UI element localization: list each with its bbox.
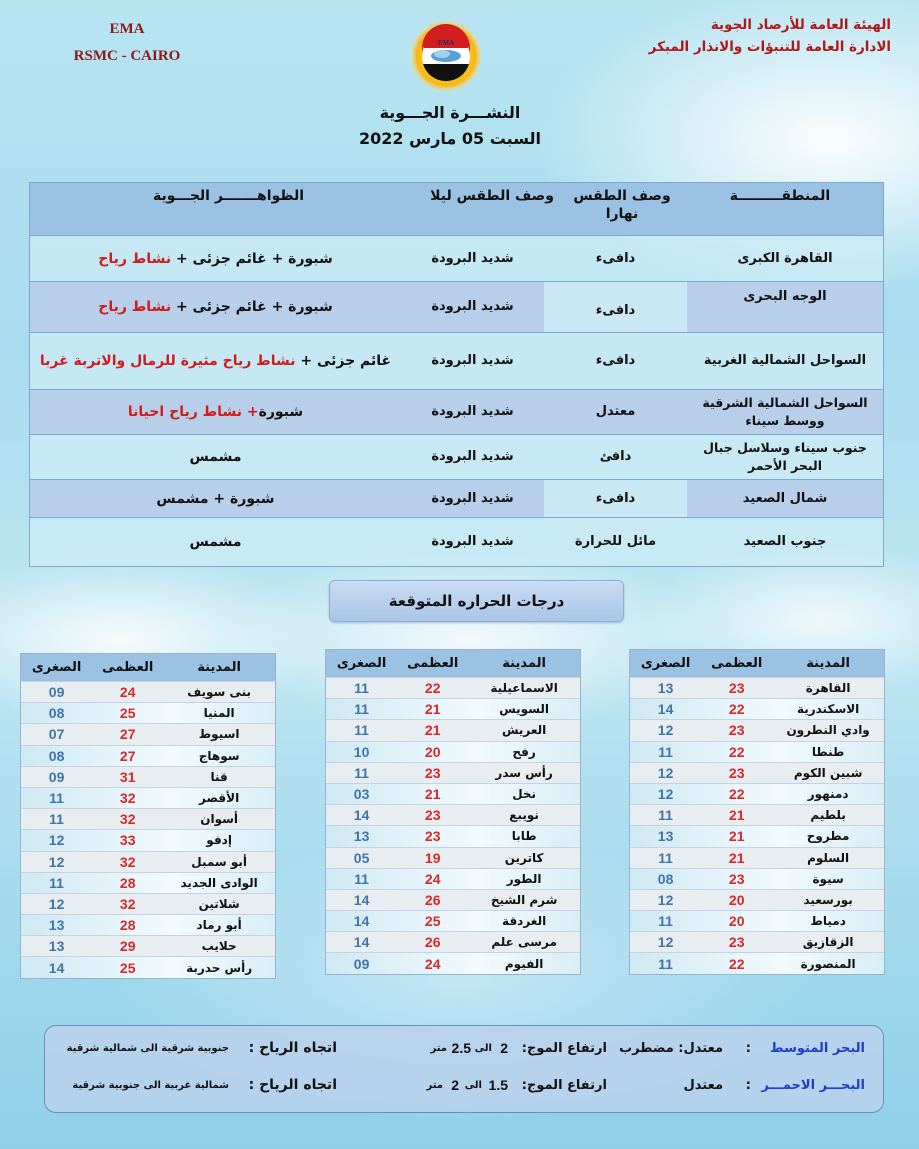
temperature-row xyxy=(326,719,580,740)
phenomena xyxy=(30,282,401,332)
header-region: المنطقـــــــــة xyxy=(729,188,831,204)
min-temp: 11 xyxy=(354,722,369,739)
max-temp: 29 xyxy=(119,938,136,955)
city-name: الاسكندرية xyxy=(796,702,860,717)
min-temp: 11 xyxy=(658,849,673,866)
min-temp: 11 xyxy=(354,701,369,718)
temperature-row xyxy=(326,741,580,762)
temperature-table-body xyxy=(21,681,275,978)
min-temp: 11 xyxy=(49,790,64,807)
wave-height-label: ارتفاع الموج: xyxy=(521,1077,607,1093)
min-temp: 11 xyxy=(658,743,673,760)
weather-row xyxy=(30,333,883,390)
city-name: الزقازيق xyxy=(802,935,854,950)
city-name: إدفو xyxy=(206,833,232,848)
temperature-row xyxy=(326,847,580,868)
temperature-table-body xyxy=(326,677,580,974)
temperature-row xyxy=(630,868,884,889)
temperature-row xyxy=(21,702,275,723)
wave-unit: متر xyxy=(426,1079,443,1091)
temperature-table-header xyxy=(21,654,275,681)
city-name: كاترين xyxy=(504,850,544,865)
wave-to-word: الى xyxy=(464,1079,482,1091)
city-name: نخل xyxy=(512,787,537,802)
temperature-table-body xyxy=(630,677,884,974)
min-temp: 12 xyxy=(657,891,674,908)
header-max: العظمى xyxy=(407,656,459,671)
max-temp: 23 xyxy=(728,764,745,781)
max-temp: 21 xyxy=(728,849,745,866)
max-temp: 23 xyxy=(424,828,441,845)
min-temp: 11 xyxy=(49,811,64,828)
city-name: أبو رماد xyxy=(196,918,242,933)
phenomena xyxy=(30,518,401,566)
temperature-row xyxy=(326,677,580,698)
max-temp: 22 xyxy=(728,786,745,803)
phenomena xyxy=(30,236,401,281)
wave-to-word: الى xyxy=(474,1042,492,1054)
bulletin-heading xyxy=(300,100,600,152)
max-temp: 26 xyxy=(424,891,441,908)
ema-logo xyxy=(408,18,484,94)
banner-label: درجات الحراره المتوقعة xyxy=(388,592,565,610)
temperature-row xyxy=(21,893,275,914)
min-temp: 10 xyxy=(353,743,370,760)
temperature-row xyxy=(326,825,580,846)
min-temp: 13 xyxy=(353,828,370,845)
wave-from: 1.5 xyxy=(488,1077,508,1093)
city-name: الفيوم xyxy=(504,956,544,971)
region-name: السواحل الشمالية الغربية xyxy=(703,353,867,368)
night-description: شديد البرودة xyxy=(431,404,514,419)
min-temp: 12 xyxy=(657,764,674,781)
sea-name: البحـــر الاحمـــر xyxy=(761,1077,865,1093)
city-name: بلطيم xyxy=(810,808,846,823)
city-name: سيوة xyxy=(812,871,844,886)
weather-row xyxy=(30,390,883,435)
red-sea-row xyxy=(45,1074,883,1096)
sea-state-box xyxy=(44,1025,884,1113)
max-temp: 23 xyxy=(424,764,441,781)
temperature-row xyxy=(21,851,275,872)
city-name: مرسى علم xyxy=(491,935,557,950)
max-temp: 19 xyxy=(424,849,441,866)
day-description: دافىء xyxy=(595,250,636,266)
header-night: وصف الطقس ليلا xyxy=(430,188,554,204)
header-city: المدينة xyxy=(502,656,546,671)
wind-direction: شمالية غربية الى جنوبية شرقية xyxy=(72,1079,229,1091)
min-temp: 11 xyxy=(354,764,369,781)
temperature-row xyxy=(21,787,275,808)
max-temp: 23 xyxy=(728,722,745,739)
max-temp: 22 xyxy=(424,680,441,697)
city-name: نويبع xyxy=(509,808,539,823)
temperature-row xyxy=(326,889,580,910)
day-description: دافئ xyxy=(599,449,632,464)
max-temp: 21 xyxy=(728,828,745,845)
city-name: رفح xyxy=(512,744,536,759)
city-name: حلايب xyxy=(201,939,237,954)
city-name: شبين الكوم xyxy=(793,765,863,780)
temperature-row xyxy=(630,952,884,973)
min-temp: 13 xyxy=(657,680,674,697)
city-name: شرم الشيخ xyxy=(490,892,558,907)
temperature-row xyxy=(630,698,884,719)
temperature-table-header xyxy=(630,650,884,677)
temperature-row xyxy=(326,804,580,825)
phenomena-text: شبورة + مشمس xyxy=(156,490,275,507)
temperature-row xyxy=(630,719,884,740)
max-temp: 32 xyxy=(119,811,136,828)
max-temp: 20 xyxy=(728,891,745,908)
header-city: المدينة xyxy=(197,660,241,675)
max-temp: 23 xyxy=(424,807,441,824)
max-temp: 26 xyxy=(424,934,441,951)
wind-direction-label: اتجاه الرياح : xyxy=(248,1040,337,1056)
min-temp: 14 xyxy=(657,701,674,718)
min-temp: 14 xyxy=(353,934,370,951)
temperature-row xyxy=(630,931,884,952)
city-name: الاسماعيلية xyxy=(490,681,558,696)
temperature-row xyxy=(630,677,884,698)
city-name: بورسعيد xyxy=(803,892,853,907)
weather-row xyxy=(30,518,883,566)
org-en-line1: EMA xyxy=(109,21,145,37)
city-name: السويس xyxy=(499,702,550,717)
temperature-row xyxy=(326,868,580,889)
min-temp: 12 xyxy=(657,786,674,803)
wave-from: 2 xyxy=(500,1040,508,1056)
temperature-row xyxy=(630,762,884,783)
max-temp: 32 xyxy=(119,853,136,870)
ema-logo-icon xyxy=(408,18,484,94)
max-temp: 20 xyxy=(728,913,745,930)
max-temp: 32 xyxy=(119,790,136,807)
header-phenomena: الظواهـــــــر الجـــوية xyxy=(152,188,305,204)
min-temp: 12 xyxy=(48,853,65,870)
min-temp: 11 xyxy=(658,807,673,824)
temperature-row xyxy=(21,829,275,850)
city-name: الغردقة xyxy=(502,914,547,929)
phenomena xyxy=(30,390,401,434)
max-temp: 21 xyxy=(424,701,441,718)
city-name: السلوم xyxy=(807,850,850,865)
temperature-row xyxy=(326,952,580,973)
phenomena-text: شبورة xyxy=(258,404,304,420)
weather-row xyxy=(30,236,883,282)
min-temp: 08 xyxy=(657,870,674,887)
min-temp: 07 xyxy=(48,726,65,743)
wind-direction: جنوبية شرقية الى شمالية شرقية xyxy=(66,1042,229,1054)
city-name: المنيا xyxy=(203,706,235,721)
temperature-section-banner xyxy=(329,580,624,622)
city-name: دمنهور xyxy=(807,787,849,802)
temperature-table-north xyxy=(629,649,885,975)
temperature-row xyxy=(326,698,580,719)
header-max: العظمى xyxy=(711,656,763,671)
max-temp: 23 xyxy=(728,680,745,697)
temperature-table-sinai-redsea xyxy=(325,649,581,975)
max-temp: 21 xyxy=(424,722,441,739)
night-description: شديد البرودة xyxy=(431,534,514,549)
mediterranean-sea-row xyxy=(45,1037,883,1059)
max-temp: 27 xyxy=(119,726,136,743)
min-temp: 08 xyxy=(48,747,65,764)
header-max: العظمى xyxy=(102,660,154,675)
region-name: السواحل الشمالية الشرقية ووسط سيناء xyxy=(702,395,868,428)
day-description: دافىء xyxy=(544,282,687,332)
org-arabic-name xyxy=(649,14,891,58)
phenomena xyxy=(30,333,401,389)
region-name: الوجه البحرى xyxy=(743,289,827,304)
header-min: الصغرى xyxy=(336,656,387,671)
temperature-row xyxy=(21,766,275,787)
night-description: شديد البرودة xyxy=(431,449,514,464)
city-name: بنى سويف xyxy=(187,685,252,700)
temperature-row xyxy=(630,910,884,931)
max-temp: 25 xyxy=(119,959,136,976)
temperature-row xyxy=(630,783,884,804)
phenomena xyxy=(30,435,401,479)
day-description: مائل للحرارة xyxy=(574,534,657,549)
temperature-row xyxy=(326,931,580,952)
max-temp: 28 xyxy=(119,917,136,934)
max-temp: 24 xyxy=(424,870,441,887)
header-min: الصغرى xyxy=(31,660,82,675)
max-temp: 32 xyxy=(119,895,136,912)
min-temp: 12 xyxy=(657,934,674,951)
day-description: دافىء xyxy=(544,480,687,517)
day-description: معتدل xyxy=(595,404,636,419)
city-name: القاهرة xyxy=(805,681,851,696)
phenomena-text: شبورة + غائم جزئى + xyxy=(175,250,333,267)
city-name: وادي النطرون xyxy=(786,723,870,738)
max-temp: 24 xyxy=(119,684,136,701)
separator: : xyxy=(745,1040,751,1056)
weather-table-header xyxy=(30,183,883,236)
city-name: قنا xyxy=(210,769,228,784)
weather-row xyxy=(30,480,883,518)
temperature-row xyxy=(21,745,275,766)
city-name: اسيوط xyxy=(198,727,240,742)
separator: : xyxy=(745,1077,751,1093)
weather-row xyxy=(30,435,883,480)
phenomena-highlight: نشاط رياح xyxy=(98,250,172,267)
org-ar-line1: الهيئة العامة للأرصاد الجوية xyxy=(710,17,891,33)
city-name: المنصورة xyxy=(800,956,856,971)
max-temp: 21 xyxy=(728,807,745,824)
max-temp: 23 xyxy=(728,934,745,951)
day-description: دافىء xyxy=(595,353,636,368)
region-name: القاهرة الكبرى xyxy=(737,250,833,266)
org-english-name xyxy=(52,16,202,70)
max-temp: 25 xyxy=(424,913,441,930)
city-name: مطروح xyxy=(806,829,850,844)
city-name: أسوان xyxy=(200,812,239,827)
min-temp: 12 xyxy=(48,895,65,912)
city-name: طنطا xyxy=(811,744,845,759)
temperature-row xyxy=(630,889,884,910)
wave-height-label: ارتفاع الموج: xyxy=(521,1040,607,1056)
min-temp: 08 xyxy=(48,705,65,722)
region-name: شمال الصعيد xyxy=(742,490,828,506)
header-city: المدينة xyxy=(806,656,850,671)
max-temp: 23 xyxy=(728,870,745,887)
phenomena-text: شبورة + غائم جزئى + xyxy=(175,299,333,315)
org-en-line2: RSMC - CAIRO xyxy=(73,48,181,64)
night-description: شديد البرودة xyxy=(431,299,514,314)
phenomena-text: غائم جزئى + xyxy=(300,353,392,369)
max-temp: 33 xyxy=(119,832,136,849)
city-name: الأقصر xyxy=(199,791,240,806)
sea-state: معتدل: مضطرب xyxy=(619,1040,723,1056)
city-name: سوهاج xyxy=(198,748,240,763)
night-description: شديد البرودة xyxy=(431,490,514,506)
temperature-table-upper-egypt xyxy=(20,653,276,979)
temperature-row xyxy=(21,681,275,702)
temperature-row xyxy=(21,872,275,893)
weather-forecast-table xyxy=(29,182,884,567)
temperature-row xyxy=(630,825,884,846)
min-temp: 14 xyxy=(353,913,370,930)
max-temp: 22 xyxy=(728,743,745,760)
wave-to: 2.5 xyxy=(451,1040,471,1056)
logo-text: EMA xyxy=(437,39,455,47)
weather-row xyxy=(30,282,883,333)
min-temp: 11 xyxy=(658,913,673,930)
min-temp: 11 xyxy=(49,874,64,891)
phenomena-highlight: نشاط رياح مثيرة للرمال والاتربة غربا xyxy=(39,353,296,369)
max-temp: 20 xyxy=(424,743,441,760)
max-temp: 25 xyxy=(119,705,136,722)
max-temp: 27 xyxy=(119,747,136,764)
wave-to: 2 xyxy=(451,1077,459,1093)
org-ar-line2: الادارة العامة للتنبؤات والانذار المبكر xyxy=(648,39,891,55)
max-temp: 31 xyxy=(119,768,136,785)
city-name: رأس حدربة xyxy=(186,960,253,975)
min-temp: 03 xyxy=(353,786,370,803)
max-temp: 24 xyxy=(424,955,441,972)
region-name: جنوب الصعيد xyxy=(743,534,827,549)
sea-name: البحر المتوسط xyxy=(770,1040,865,1056)
temperature-row xyxy=(630,741,884,762)
phenomena-highlight: + نشاط رياح احيانا xyxy=(127,404,259,420)
min-temp: 14 xyxy=(353,807,370,824)
bulletin-date: السبت 05 مارس 2022 xyxy=(359,129,541,148)
night-description: شديد البرودة xyxy=(431,250,514,266)
temperature-row xyxy=(21,914,275,935)
city-name: دمياط xyxy=(810,914,846,929)
min-temp: 11 xyxy=(354,870,369,887)
min-temp: 13 xyxy=(657,828,674,845)
min-temp: 12 xyxy=(657,722,674,739)
temperature-row xyxy=(21,808,275,829)
max-temp: 22 xyxy=(728,701,745,718)
min-temp: 05 xyxy=(353,849,370,866)
min-temp: 11 xyxy=(658,955,673,972)
city-name: رأس سدر xyxy=(495,765,553,780)
temperature-row xyxy=(326,783,580,804)
bulletin-title: النشـــرة الجـــوية xyxy=(379,103,521,122)
min-temp: 13 xyxy=(48,938,65,955)
min-temp: 13 xyxy=(48,917,65,934)
city-name: الطور xyxy=(506,871,542,886)
min-temp: 09 xyxy=(353,955,370,972)
temperature-row xyxy=(630,804,884,825)
city-name: أبو سمبل xyxy=(191,854,248,869)
header-min: الصغرى xyxy=(640,656,691,671)
wind-direction-label: اتجاه الرياح : xyxy=(248,1077,337,1093)
temperature-row xyxy=(21,723,275,744)
min-temp: 09 xyxy=(48,768,65,785)
wave-unit: متر xyxy=(430,1042,447,1054)
max-temp: 21 xyxy=(424,786,441,803)
temperature-row xyxy=(326,762,580,783)
max-temp: 22 xyxy=(728,955,745,972)
header-day: وصف الطقس نهارا xyxy=(573,188,671,222)
city-name: طابا xyxy=(511,829,537,844)
min-temp: 14 xyxy=(353,891,370,908)
min-temp: 12 xyxy=(48,832,65,849)
temperature-row xyxy=(21,935,275,956)
max-temp: 28 xyxy=(119,874,136,891)
night-description: شديد البرودة xyxy=(431,353,514,368)
min-temp: 09 xyxy=(48,684,65,701)
phenomena-highlight: نشاط رياح xyxy=(98,299,172,315)
city-name: شلاتين xyxy=(198,896,240,911)
phenomena xyxy=(30,480,401,517)
city-name: الوادى الجديد xyxy=(180,875,258,890)
temperature-table-header xyxy=(326,650,580,677)
temperature-row xyxy=(21,956,275,977)
sea-state: معتدل xyxy=(683,1077,723,1093)
phenomena-text: مشمس xyxy=(189,449,242,465)
temperature-row xyxy=(326,910,580,931)
phenomena-text: مشمس xyxy=(189,534,242,550)
city-name: العريش xyxy=(501,723,547,738)
region-name: جنوب سيناء وسلاسل جبال البحر الأحمر xyxy=(703,440,867,473)
min-temp: 14 xyxy=(48,959,65,976)
min-temp: 11 xyxy=(354,680,369,697)
temperature-row xyxy=(630,847,884,868)
